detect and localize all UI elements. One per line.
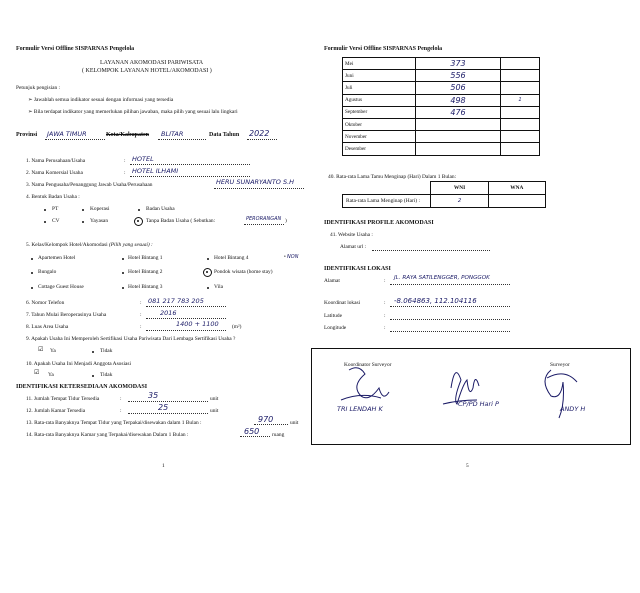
bullet-icon: [44, 221, 46, 223]
q2-answer[interactable]: HOTEL ILHAMI: [132, 167, 179, 175]
close-paren: ): [285, 218, 287, 224]
alamat-url-label: Alamat url :: [340, 244, 367, 250]
alamat-value[interactable]: JL. RAYA SATILENGGER, PONGGOK: [394, 275, 490, 281]
koordinat-underline: [390, 306, 510, 307]
bullet-icon: [207, 258, 209, 260]
month-extra[interactable]: [501, 70, 540, 82]
kelas-apartemen[interactable]: Apartemen Hotel: [38, 255, 76, 261]
handwritten-signatures: [311, 348, 631, 445]
latitude-underline[interactable]: [390, 319, 510, 320]
option-cv[interactable]: CV: [52, 218, 60, 224]
q8-label: 8. Luas Area Usaha: [26, 324, 69, 330]
section-akomodasi-title: IDENTIFIKASI KETERSEDIAAN AKOMODASI: [16, 384, 148, 390]
colon: :: [124, 158, 126, 164]
bullet-icon: [92, 351, 94, 353]
month-name: Juli: [343, 82, 416, 94]
bullet-icon: [44, 209, 46, 211]
month-value[interactable]: 373: [416, 58, 501, 70]
q8-unit: (m²): [232, 324, 242, 330]
q6-answer[interactable]: 081 217 783 205: [148, 297, 204, 305]
colon: :: [140, 324, 142, 330]
colon: :: [384, 278, 386, 284]
q12-underline: [128, 413, 208, 414]
cp-name: CP/PD Hari P: [458, 400, 499, 408]
latitude-label: Latitude: [324, 313, 342, 319]
left-title-1: LAYANAN AKOMODASI PARIWISATA: [100, 60, 204, 66]
stay-table: [342, 181, 546, 208]
month-value[interactable]: 476: [416, 106, 501, 118]
q4-underline: [244, 224, 284, 225]
month-name: Mei: [343, 58, 416, 70]
kelas-pondok-wisata[interactable]: Pondok wisata (home stay): [214, 269, 273, 275]
wna-value[interactable]: [488, 195, 545, 208]
q3-answer[interactable]: HERU SUNARYANTO S.H: [216, 178, 295, 186]
tahun-label: Data Tahun: [209, 132, 240, 138]
bullet-icon: [31, 287, 33, 289]
month-value[interactable]: [416, 131, 501, 143]
bullet-icon: [82, 209, 84, 211]
month-name: Oktober: [343, 118, 416, 130]
colon: :: [124, 170, 126, 176]
month-value[interactable]: [416, 118, 501, 130]
q5-label: 5. Kelas/Kelompok Hotel/Akomodasi (Pilih yang sesuai) :: [26, 242, 153, 248]
month-name: Desember: [343, 143, 416, 155]
colon: :: [140, 300, 142, 306]
q13-underline: [254, 424, 288, 425]
bullet-icon: [92, 375, 94, 377]
bullet-icon: [31, 272, 33, 274]
month-row: [343, 82, 540, 94]
bullet-icon: [207, 287, 209, 289]
colon: :: [384, 300, 386, 306]
q2-label: 2. Nama Komersial Usaha: [26, 170, 83, 176]
colon: :: [384, 313, 386, 319]
bullet-icon: [138, 209, 140, 211]
q10-tidak[interactable]: Tidak: [100, 372, 113, 378]
kota-value[interactable]: BLITAR: [161, 130, 184, 138]
colon: :: [120, 408, 122, 414]
month-extra[interactable]: [501, 106, 540, 118]
wna-header: WNA: [488, 182, 545, 195]
left-form-header: Formulir Versi Offline SISPARNAS Pengelola: [16, 46, 135, 52]
right-form-header: Formulir Versi Offline SISPARNAS Pengelola: [324, 46, 443, 52]
month-row: [343, 106, 540, 118]
q12-answer[interactable]: 25: [158, 403, 169, 412]
q1-underline: [130, 164, 250, 165]
left-page-number: 1: [162, 463, 165, 469]
month-name: Juni: [343, 70, 416, 82]
option-badan-usaha[interactable]: Badan Usaha: [146, 206, 175, 212]
q13-answer[interactable]: 970: [258, 415, 274, 424]
section-profile-title: IDENTIFIKASI PROFILE AKOMODASI: [324, 220, 434, 226]
month-row: [343, 94, 540, 106]
wni-value[interactable]: 2: [431, 195, 488, 208]
q14-answer[interactable]: 650: [244, 427, 260, 436]
q3-label: 3. Nama Pengusaha/Penanggung Jawab Usaha/Perusahaan: [26, 182, 153, 188]
q7-answer[interactable]: 2016: [160, 309, 177, 317]
bullet-icon: [31, 258, 33, 260]
kota-label: Kota/Kabupaten: [106, 132, 150, 138]
q10-ya[interactable]: Ya: [48, 372, 54, 378]
month-extra[interactable]: [501, 58, 540, 70]
q11-unit: unit: [210, 396, 219, 402]
kelas-bintang-1[interactable]: Hotel Bintang 1: [128, 255, 163, 261]
month-extra[interactable]: [501, 143, 540, 155]
instruction-1: ➢ Jawablah semua indikator sesuai dengan informasi yang tersedia: [28, 97, 174, 103]
bullet-icon: [82, 221, 84, 223]
q1-answer[interactable]: HOTEL: [132, 155, 154, 163]
q12-label: 12. Jumlah Kamar Tersedia: [26, 408, 86, 414]
instructions-label: Petunjuk pengisian :: [16, 85, 61, 91]
q14-underline: [240, 436, 270, 437]
month-value[interactable]: 498: [416, 94, 501, 106]
left-title-2: ( KELOMPOK LAYANAN HOTEL/AKOMODASI ): [82, 68, 212, 74]
q6-label: 6. Nomor Telefon: [26, 300, 65, 306]
tahun-underline: [247, 139, 277, 140]
month-extra[interactable]: [501, 82, 540, 94]
q10-label: 10. Apakah Usaha Ini Menjadi Anggota Asosiasi: [26, 361, 131, 367]
province-value[interactable]: JAWA TIMUR: [47, 130, 87, 138]
month-row: [343, 143, 540, 155]
stay-row-label: Rata-rata Lama Menginap (Hari) :: [343, 195, 431, 208]
arrow-icon: ➢: [28, 109, 34, 115]
province-label: Provinsi: [16, 132, 38, 138]
q7-label: 7. Tahun Mulai Beroperasinya Usaha: [26, 312, 107, 318]
kelas-bintang-2[interactable]: Hotel Bintang 2: [128, 269, 163, 275]
section-lokasi-title: IDENTIFIKASI LOKASI: [324, 266, 391, 272]
monthly-table: [342, 57, 540, 156]
q14-label: 14. Rata-rata Banyaknya Kamar yang Terpakai/disewakan Dalam 1 Bulan :: [26, 432, 189, 438]
kelas-bintang-3[interactable]: Hotel Bintang 3: [128, 284, 163, 290]
kota-underline: [158, 139, 206, 140]
bullet-icon: [122, 272, 124, 274]
right-page-number: 5: [466, 463, 469, 469]
q9-ya[interactable]: Ya: [50, 348, 56, 354]
non-mark: • NON: [284, 254, 299, 260]
colon: :: [140, 312, 142, 318]
kelas-bungalo[interactable]: Bungalo: [38, 269, 57, 275]
surveyor-name: ANDY H: [560, 405, 586, 413]
colon: :: [120, 396, 122, 402]
q4-label: 4. Bentuk Badan Usaha :: [26, 194, 80, 200]
bullet-icon: [137, 220, 139, 222]
month-row: [343, 118, 540, 130]
check-icon: ☑: [38, 347, 44, 353]
colon: :: [384, 325, 386, 331]
q11-label: 11. Jumlah Tempat Tidur Tersedia: [26, 396, 100, 402]
instruction-2: ➢ Bila terdapat indikator yang memerlukan pilihan jawaban, maka pilih yang sesuai lalu lingkari: [28, 109, 238, 115]
q13-label: 13. Rata-rata Banyaknya Tempat Tidur yang Terpakai/disewakan dalam 1 Bulan :: [26, 420, 202, 426]
month-name: September: [343, 106, 416, 118]
wni-header: WNI: [431, 182, 488, 195]
q7-underline: [146, 318, 226, 319]
q4-answer[interactable]: PERORANGAN: [246, 216, 282, 222]
q11-underline: [128, 401, 208, 402]
month-extra[interactable]: 1: [501, 94, 540, 106]
province-underline: [45, 139, 105, 140]
q1-label: 1. Nama Perusahaan/Usaha: [26, 158, 86, 164]
koordinat-label: Koordinat lokasi: [324, 300, 361, 306]
kelas-cottage[interactable]: Cottage Guest House: [38, 284, 84, 290]
q9-tidak[interactable]: Tidak: [100, 348, 113, 354]
month-value[interactable]: 506: [416, 82, 501, 94]
check-icon: ☑: [34, 370, 40, 376]
month-value[interactable]: [416, 143, 501, 155]
longitude-underline[interactable]: [390, 331, 510, 332]
q8-answer[interactable]: 1400 + 1100: [176, 320, 219, 328]
kelas-vila[interactable]: Vila: [214, 284, 223, 290]
alamat-underline: [390, 284, 510, 285]
q12-unit: unit: [210, 408, 219, 414]
q13-unit: unit: [290, 420, 299, 426]
option-pt[interactable]: PT: [52, 206, 59, 212]
surveyor-title: Surveyor: [550, 362, 570, 368]
option-yayasan[interactable]: Yayasan: [90, 218, 109, 224]
month-extra[interactable]: [501, 118, 540, 130]
kelas-bintang-4[interactable]: Hotel Bintang 4: [214, 255, 249, 261]
month-name: November: [343, 131, 416, 143]
koordinator-name: TRI LENDAH K: [337, 405, 383, 413]
q11-answer[interactable]: 35: [148, 391, 159, 400]
option-koperasi[interactable]: Koperasi: [90, 206, 110, 212]
q2-underline: [130, 176, 250, 177]
longitude-label: Longitude: [324, 325, 347, 331]
tahun-value[interactable]: 2022: [249, 129, 270, 138]
bullet-icon: [206, 271, 208, 273]
alamat-label: Alamat: [324, 278, 340, 284]
bullet-icon: [122, 258, 124, 260]
q41-label: 41. Website Usaha :: [330, 232, 373, 238]
bullet-icon: •: [284, 255, 288, 260]
koordinator-title: Koordinator Surveyor: [344, 362, 392, 368]
arrow-icon: ➢: [28, 97, 34, 103]
option-tanpa-badan-usaha[interactable]: Tanpa Badan Usaha ( Sebutkan:: [146, 218, 216, 224]
bullet-icon: [122, 287, 124, 289]
month-row: [343, 131, 540, 143]
q40-label: 40. Rata-rata Lama Tamu Menginap (Hari) Dalam 1 Bulan:: [328, 174, 457, 180]
q9-label: 9. Apakah Usaha Ini Memperoleh Sertifikasi Usaha Pariwisata Dari Lembaga Sertifikasi Usaha ?: [26, 336, 236, 342]
q3-underline: [214, 188, 304, 189]
month-row: [343, 70, 540, 82]
url-underline[interactable]: [372, 250, 490, 251]
q14-unit: ruang: [272, 432, 285, 438]
month-name: Agustus: [343, 94, 416, 106]
koordinat-value[interactable]: -8.064863, 112.104116: [394, 297, 477, 305]
q6-underline: [146, 306, 226, 307]
month-extra[interactable]: [501, 131, 540, 143]
q8-underline: [146, 330, 226, 331]
month-row: [343, 58, 540, 70]
month-value[interactable]: 556: [416, 70, 501, 82]
